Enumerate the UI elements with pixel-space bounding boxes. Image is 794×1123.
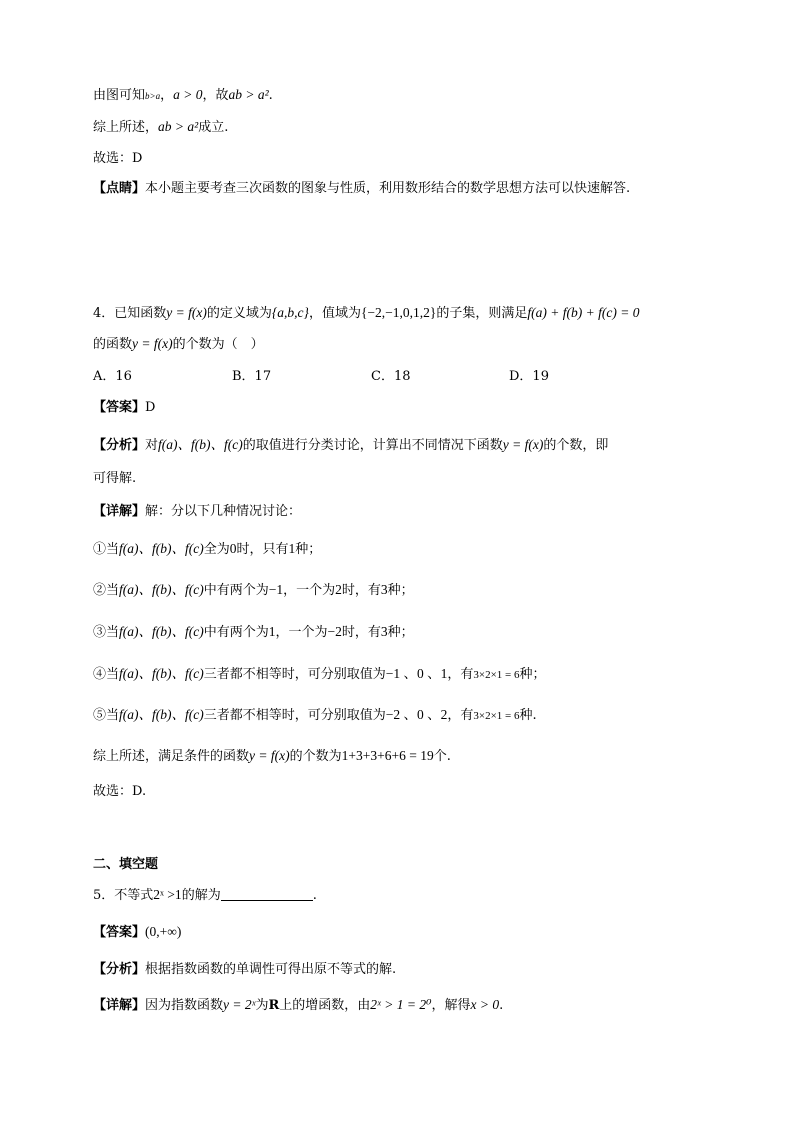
formula: 3: [380, 582, 388, 597]
text: 的个数为: [289, 749, 342, 764]
text: ④当: [93, 667, 120, 682]
text: ②当: [93, 583, 120, 598]
text: 由图可知: [93, 88, 146, 103]
formula: ab > a²: [158, 119, 199, 134]
formula: f(a)、f(b)、f(c): [119, 582, 204, 597]
text: 本小题主要考查三次函数的图象与性质，利用数形结合的数学思想方法可以快速解答.: [145, 181, 631, 196]
formula: 0: [229, 541, 237, 556]
choice-line: 故选：D.: [93, 784, 147, 799]
text: 种；: [519, 667, 546, 682]
answer: D: [145, 400, 156, 415]
answer: (0,+∞): [145, 924, 182, 939]
text: 解：分以下几种情况讨论：: [145, 504, 302, 519]
section-heading: 二、填空题: [93, 857, 159, 872]
text-line: 可得解.: [93, 471, 137, 486]
text: 个.: [433, 749, 451, 764]
formula: y = f(x): [249, 748, 290, 763]
formula: b>a: [145, 91, 161, 101]
formula: f(a)、f(b)、f(c): [119, 666, 204, 681]
comment-line: [93, 177, 630, 196]
answer-tag: 【答案】: [93, 400, 146, 415]
formula: 2ˣ > 1 = 2⁰: [370, 997, 432, 1012]
formula: f(a)、f(b)、f(c): [119, 624, 204, 639]
text-line: [93, 116, 228, 135]
text: ⑤当: [93, 708, 120, 723]
text: 4．已知函数: [93, 306, 167, 321]
formula: 3×2×1 = 6: [473, 669, 520, 681]
formula: a > 0: [173, 87, 203, 102]
answer-tag: 【答案】: [93, 925, 146, 940]
text: ，有: [447, 708, 474, 723]
text: 种；: [387, 625, 414, 640]
case-line: [93, 578, 414, 598]
case-line: [93, 537, 321, 557]
text: 5．不等式: [93, 888, 154, 903]
text: ，值域为: [308, 306, 361, 321]
formula: y = f(x): [132, 336, 173, 351]
text: ，解得: [431, 998, 471, 1013]
case-line: [93, 662, 546, 682]
text: ③当: [93, 625, 120, 640]
text-line: [93, 84, 273, 103]
case-line: [93, 703, 537, 723]
formula: 1: [288, 541, 296, 556]
formula: f(a)、f(b)、f(c): [119, 541, 204, 556]
option-c: C．18: [371, 369, 411, 384]
text: 的解为: [181, 888, 221, 903]
text: 三者都不相等时，可分别取值为: [203, 667, 386, 682]
formula: R: [268, 998, 280, 1013]
formula: f(a) + f(b) + f(c) = 0: [527, 305, 640, 320]
text: ①当: [93, 542, 120, 557]
text: 时，只有: [236, 542, 289, 557]
text: 的函数: [93, 337, 133, 352]
text: 种；: [387, 583, 414, 598]
formula: 3: [380, 624, 388, 639]
text: 种；: [295, 542, 322, 557]
formula: 3×2×1 = 6: [473, 710, 520, 722]
text: ，一个为: [275, 625, 328, 640]
detail-tag: 【详解】: [93, 504, 146, 519]
formula: 1+3+3+6+6 = 19: [341, 748, 434, 763]
formula: y = 2ˣ: [223, 997, 256, 1012]
formula: −1 、0 、1: [385, 666, 448, 681]
comment-tag: 【点睛】: [93, 181, 146, 196]
choice-line: 故选：D: [93, 151, 143, 166]
text: ，一个为: [283, 583, 336, 598]
formula: {−2,−1,0,1,2}: [360, 305, 437, 320]
text: .: [312, 888, 317, 903]
text: 的子集，则满足: [436, 306, 528, 321]
text: 综上所述，满足条件的函数: [93, 749, 250, 764]
option-d: D．19: [509, 369, 549, 384]
text: 中有两个为: [203, 625, 269, 640]
formula: x > 0: [470, 997, 500, 1012]
formula: −1: [268, 582, 284, 597]
detail-line: [93, 994, 503, 1013]
text: 对: [145, 438, 159, 453]
text: 根据指数函数的单调性可得出原不等式的解.: [145, 962, 397, 977]
formula: f(a)、f(b)、f(c): [158, 437, 243, 452]
summary-line: [93, 745, 451, 764]
question-stem: [93, 302, 639, 321]
text: ，故: [202, 88, 229, 103]
formula: −2 、0 、2: [385, 707, 448, 722]
text: 全为: [203, 542, 230, 557]
analysis-tag: 【分析】: [93, 438, 146, 453]
text: 成立.: [198, 120, 229, 135]
detail-tag: 【详解】: [93, 998, 146, 1013]
analysis-tag: 【分析】: [93, 962, 146, 977]
formula: 2ˣ >1: [153, 887, 182, 902]
question-stem: [93, 333, 264, 352]
formula: 1: [268, 624, 276, 639]
formula: 2: [335, 582, 342, 597]
formula: −2: [327, 624, 342, 639]
text: 因为指数函数: [145, 998, 224, 1013]
text: 上的增函数，由: [279, 998, 371, 1013]
text: 中有两个为: [203, 583, 269, 598]
case-line: [93, 620, 414, 640]
option-b: B．17: [232, 369, 272, 384]
text: 的个数，即: [543, 438, 609, 453]
answer-line: [93, 921, 181, 940]
text: 的取值进行分类讨论，计算出不同情况下函数: [242, 438, 503, 453]
formula: y = f(x): [166, 305, 207, 320]
text: ，有: [447, 667, 474, 682]
text: 的定义域为: [206, 306, 272, 321]
analysis-line: [93, 958, 396, 977]
analysis-line: [93, 433, 608, 453]
text: ，: [160, 88, 174, 103]
text: 综上所述，: [93, 120, 159, 135]
text: 时，有: [341, 583, 381, 598]
text: .: [499, 998, 504, 1013]
detail-line: [93, 500, 301, 519]
text: 的个数为（ ）: [172, 337, 264, 352]
formula: {a,b,c}: [271, 305, 309, 320]
text: 种.: [519, 708, 537, 723]
text: .: [268, 88, 273, 103]
text: 三者都不相等时，可分别取值为: [203, 708, 386, 723]
text: 为: [255, 998, 269, 1013]
formula: f(a)、f(b)、f(c): [119, 707, 204, 722]
text: 时，有: [341, 625, 381, 640]
formula: ab > a²: [228, 87, 269, 102]
answer-line: [93, 396, 155, 415]
option-a: A．16: [93, 369, 132, 384]
question-stem: [93, 884, 317, 903]
answer-blank: [221, 888, 313, 901]
formula: y = f(x): [502, 437, 544, 452]
